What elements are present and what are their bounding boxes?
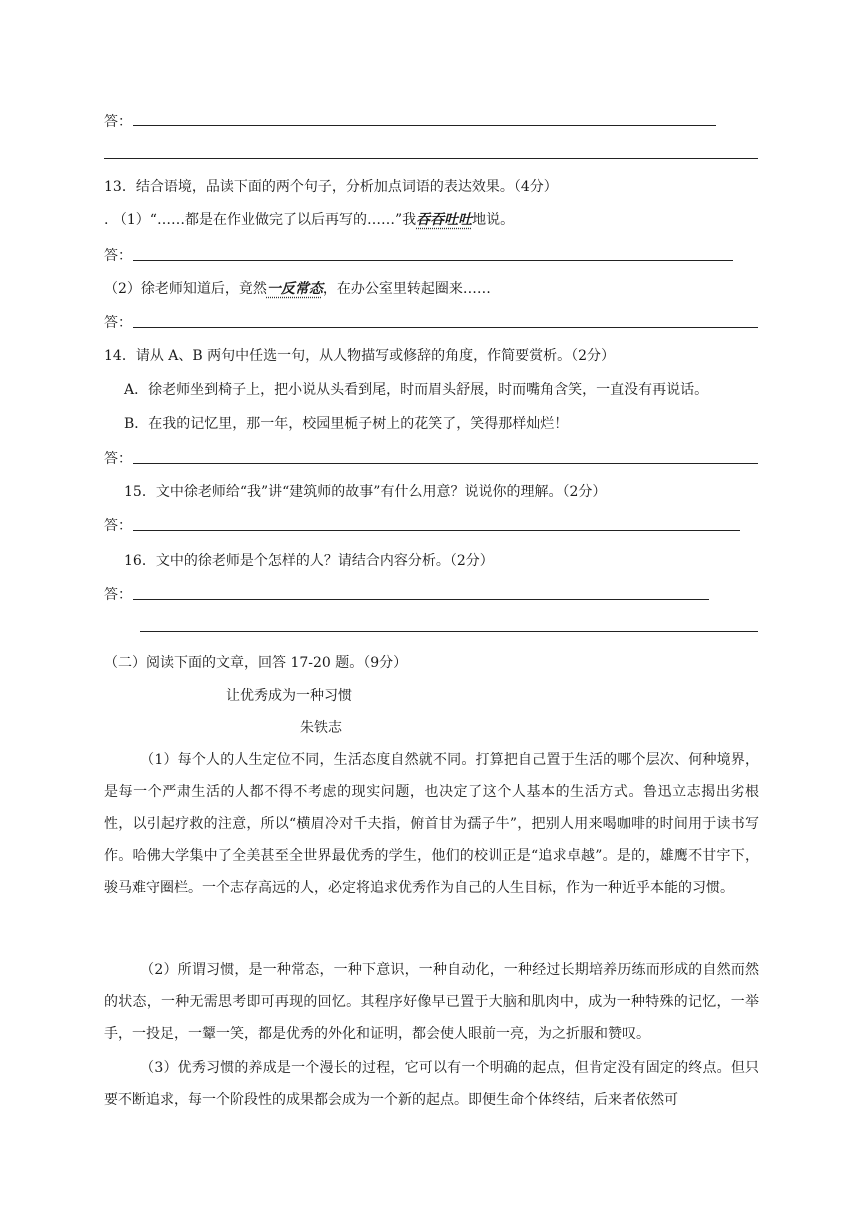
answer-label: 答： [104,587,132,603]
emphasized-phrase: 一反常态 [266,281,323,297]
sentence-text: . （1）“……都是在作业做完了以后再写的……”我 [104,212,417,228]
paragraph-text: （3）优秀习惯的养成是一个漫长的过程，它可以有一个明确的起点，但肯定没有固定的终点。但只要不断追求，每一个阶段性的成果都会成为一个新的起点。即便生命个体终结，后来者依然可 [104,1060,759,1108]
question-14-prompt: 14．请从 A、B 两句中任选一句，从人物描写或修辞的角度，作简要赏析。（2分） [104,348,616,364]
question-15-prompt: 15．文中徐老师给“我”讲“建筑师的故事”有什么用意？说说你的理解。（2分） [124,484,607,500]
answer-label: 答： [104,451,132,467]
question-13-sentence-2 [104,280,491,298]
sentence-text: ，在办公室里转起圈来…… [322,281,491,297]
article-title: 让优秀成为一种习惯 [226,688,352,704]
answer-line[interactable] [133,530,740,531]
article-paragraph-1 [104,744,759,904]
section-heading: （二）阅读下面的文章，回答 17-20 题。（9分） [104,655,408,671]
question-13-prompt: 13．结合语境，品读下面的两个句子，分析加点词语的表达效果。（4分） [104,179,558,195]
answer-line[interactable] [133,327,758,328]
paragraph-text: （2）所谓习惯，是一种常态，一种下意识，一种自动化，一种经过长期培养历练而形成的自然而然的状态，一种无需思考即可再现的回忆。其程序好像早已置于大脑和肌肉中，成为一种特殊的记忆，一举手，一投足，一颦一笑，都是优秀的外化和证明，都会使人眼前一亮，为之折服和赞叹。 [104,962,759,1042]
paragraph-text: （1）每个人的人生定位不同，生活态度自然就不同。打算把自己置于生活的哪个层次、何种境界，是每一个严肃生活的人都不得不考虑的现实问题，也决定了这个人基本的生活方式。鲁迅立志揭出劣根性，以引起疗救的注意，所以“横眉冷对千夫指，俯首甘为孺子牛”，把别人用来喝咖啡的时间用于读书写作。哈佛大学集中了全美甚至全世界最优秀的学生，他们的校训正是“追求卓越”。是的，雄鹰不甘宇下，骏马难守圈栏。一个志存高远的人，必定将追求优秀作为自己的人生目标，作为一种近乎本能的习惯。 [104,752,759,896]
answer-label: 答： [104,248,132,264]
emphasized-phrase: 吞吞吐吐 [416,212,473,228]
question-14-option-b: B．在我的记忆里，那一年，校园里栀子树上的花笑了，笑得那样灿烂！ [124,416,569,432]
answer-line[interactable] [133,125,716,126]
answer-line[interactable] [133,260,733,261]
question-14-option-a: A．徐老师坐到椅子上，把小说从头看到尾，时而眉头舒展，时而嘴角含笑，一直没有再说话。 [124,382,709,398]
sentence-text: 地说。 [472,212,515,228]
question-13-sentence-1 [104,211,514,229]
answer-line[interactable] [133,599,709,600]
question-16-prompt: 16．文中的徐老师是个怎样的人？请结合内容分析。（2分） [124,553,494,569]
article-paragraph-3 [104,1052,759,1116]
answer-label: 答： [104,315,132,331]
article-paragraph-2 [104,954,759,1050]
answer-line[interactable] [133,463,758,464]
answer-line[interactable] [104,158,758,159]
sentence-text: （2）徐老师知道后，竟然 [104,281,267,297]
answer-label: 答： [104,114,132,130]
answer-label: 答： [104,518,132,534]
answer-line[interactable] [140,631,758,632]
article-author: 朱铁志 [300,720,342,736]
